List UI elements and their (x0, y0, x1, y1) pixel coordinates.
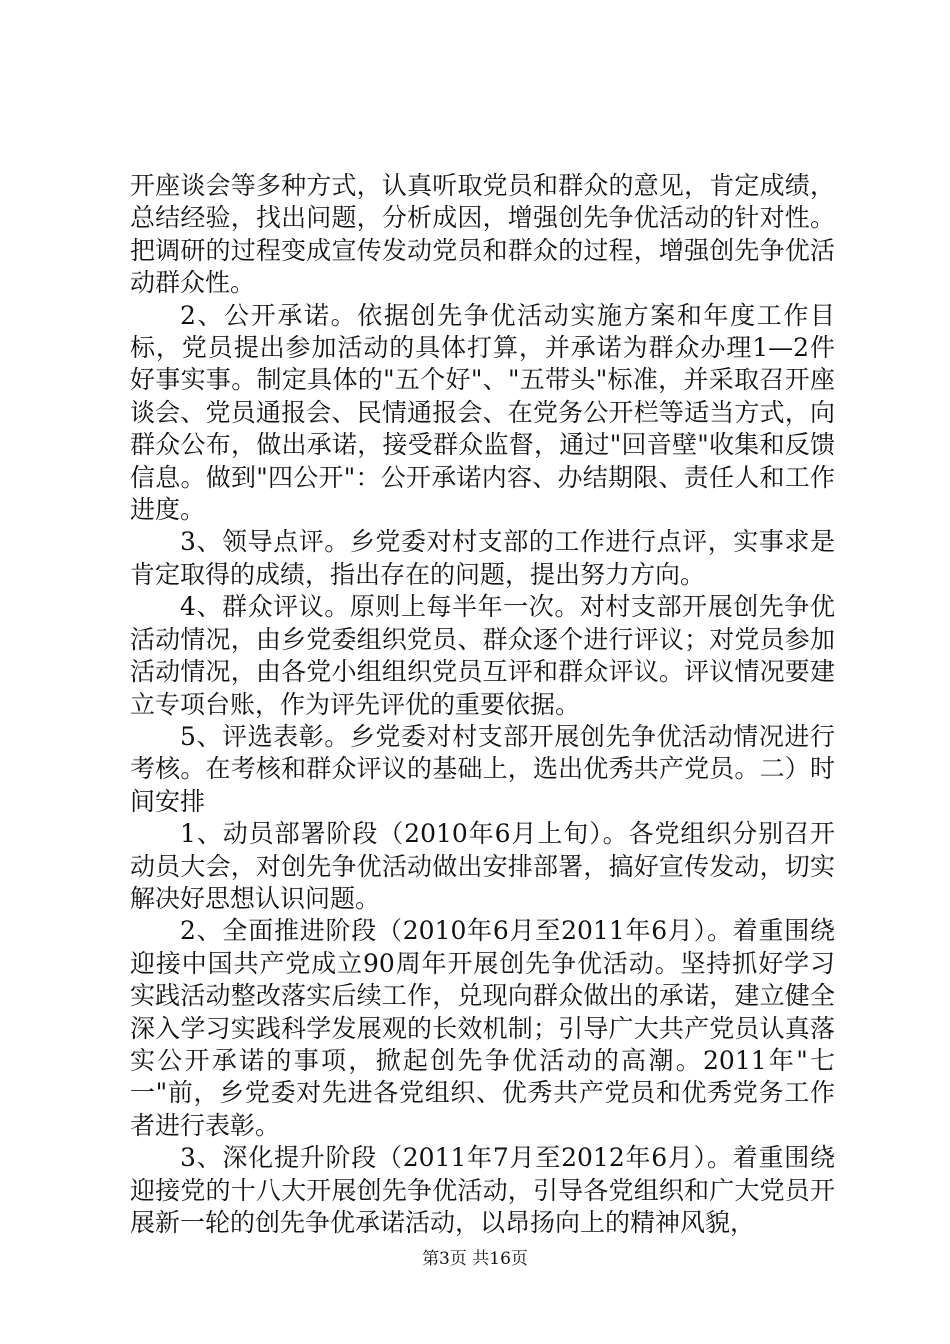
paragraph-3: 3、领导点评。乡党委对村支部的工作进行点评，实事求是肯定取得的成绩，指出存在的问题，提出努力方向。 (130, 527, 835, 589)
paragraph-2: 2、公开承诺。依据创先争优活动实施方案和年度工作目标，党员提出参加活动的具体打算，并承诺为群众办理1—2件好事实事。制定具体的"五个好"、"五带头"标准，并采取召开座谈会、党员通报会、民情通报会、在党务公开栏等适当方式，向群众公布，做出承诺，接受群众监督，通过"回音壁"收集和反馈信息。做到"四公开"：公开承诺内容、办结期限、责任人和工作进度。 (130, 300, 835, 525)
page-footer (0, 1244, 950, 1269)
paragraph-4: 4、群众评议。原则上每半年一次。对村支部开展创先争优活动情况，由乡党委组织党员、群众逐个进行评议；对党员参加活动情况，由各党小组组织党员互评和群众评议。评议情况要建立专项台账，作为评先评优的重要依据。 (130, 592, 835, 719)
paragraph-8: 3、深化提升阶段（2011年7月至2012年6月）。着重围绕迎接党的十八大开展创先争优活动，引导各党组织和广大党员开展新一轮的创先争优承诺活动，以昂扬向上的精神风貌， (130, 1143, 835, 1237)
paragraph-1: 开座谈会等多种方式，认真听取党员和群众的意见，肯定成绩，总结经验，找出问题，分析成因，增强创先争优活动的针对性。把调研的过程变成宣传发动党员和群众的过程，增强创先争优活动群众性。 (130, 171, 835, 298)
paragraph-7: 2、全面推进阶段（2010年6月至2011年6月）。着重围绕迎接中国共产党成立90周年开展创先争优活动。坚持抓好学习实践活动整改落实后续工作，兑现向群众做出的承诺，建立健全深入学习实践科学发展观的长效机制；引导广大共产党员认真落实公开承诺的事项，掀起创先争优活动的高潮。2011年"七一"前，乡党委对先进各党组织、优秀共产党员和优秀党务工作者进行表彰。 (130, 916, 835, 1140)
paragraph-5: 5、评选表彰。乡党委对村支部开展创先争优活动情况进行考核。在考核和群众评议的基础上，选出优秀共产党员。二）时间安排 (130, 721, 835, 816)
page-number-label: 第3页 共16页 (422, 1249, 528, 1269)
paragraph-6: 1、动员部署阶段（2010年6月上旬）。各党组织分别召开动员大会，对创先争优活动做出安排部署，搞好宣传发动，切实解决好思想认识问题。 (130, 819, 835, 913)
document-body (130, 170, 835, 1239)
